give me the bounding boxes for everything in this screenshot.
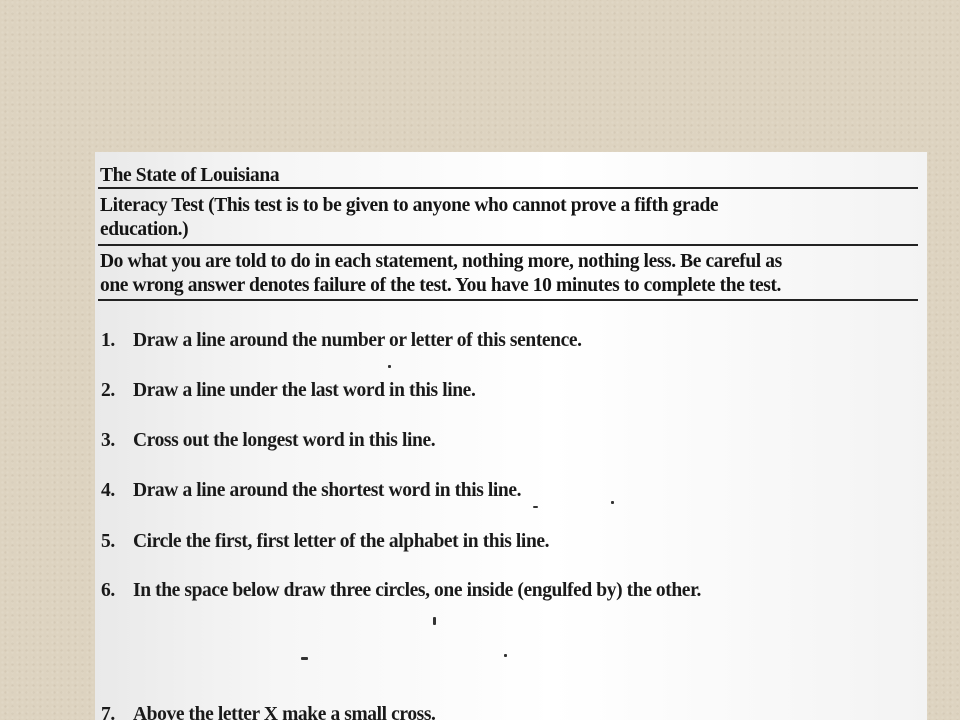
divider-rule <box>98 299 918 301</box>
item-number: 4. <box>101 480 115 501</box>
test-item-7 <box>101 704 436 720</box>
test-item-1 <box>101 330 582 352</box>
item-text: Draw a line under the last word in this line. <box>133 380 476 401</box>
item-text: Cross out the longest word in this line. <box>133 430 436 451</box>
instructions-line-2: one wrong answer denotes failure of the test. You have 10 minutes to complete the test. <box>100 275 782 296</box>
scan-speck <box>504 654 507 657</box>
scan-speck <box>388 365 391 368</box>
literacy-heading-line-1: Literacy Test (This test is to be given to anyone who cannot prove a fifth grade <box>100 195 719 216</box>
test-item-2 <box>101 380 475 402</box>
instructions-line-1: Do what you are told to do in each statement, nothing more, nothing less. Be careful as <box>100 251 782 272</box>
item-number: 7. <box>101 704 115 720</box>
literacy-heading-line-2: education.) <box>100 219 189 240</box>
divider-rule <box>98 244 918 246</box>
test-item-6 <box>101 580 701 602</box>
literacy-test-document <box>95 152 927 720</box>
item-text: Above the letter X make a small cross. <box>133 704 436 720</box>
test-item-4 <box>101 480 521 502</box>
item-number: 6. <box>101 580 115 601</box>
item-number: 1. <box>101 330 115 351</box>
scan-speck <box>611 501 614 504</box>
item-number: 5. <box>101 531 115 552</box>
test-item-5 <box>101 531 549 553</box>
divider-rule <box>98 187 918 189</box>
item-text: In the space below draw three circles, one inside (engulfed by) the other. <box>133 580 702 601</box>
scan-speck <box>301 657 308 660</box>
item-number: 3. <box>101 430 115 451</box>
test-item-3 <box>101 430 435 452</box>
item-text: Draw a line around the shortest word in this line. <box>133 480 522 501</box>
item-text: Draw a line around the number or letter of this sentence. <box>133 330 582 351</box>
item-text: Circle the first, first letter of the alphabet in this line. <box>133 531 550 552</box>
scan-speck <box>533 506 538 508</box>
scan-speck <box>433 617 436 625</box>
document-title: The State of Louisiana <box>100 165 280 186</box>
item-number: 2. <box>101 380 115 401</box>
